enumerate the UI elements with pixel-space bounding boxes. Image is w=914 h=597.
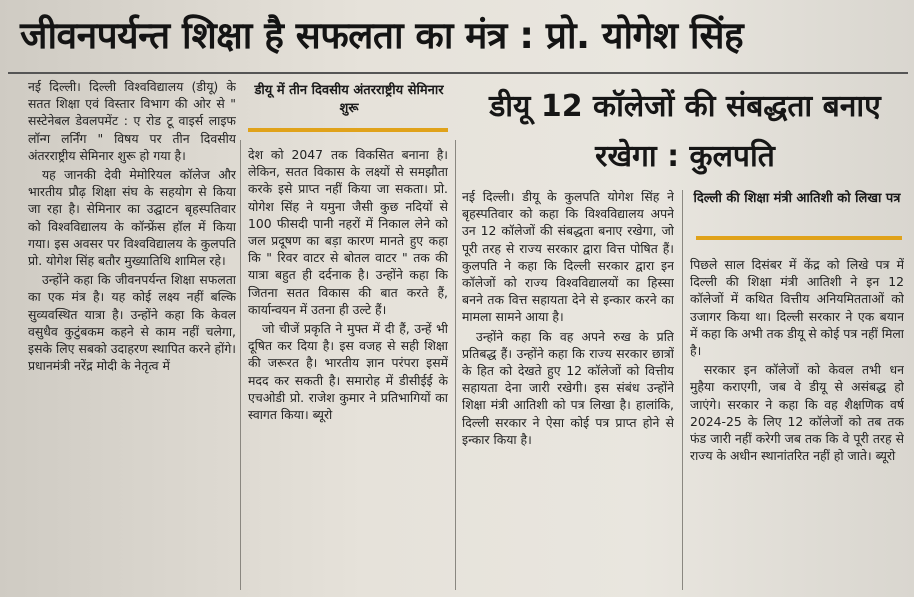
second-headline: डीयू 12 कॉलेजों की संबद्धता बनाए रखेगा : कुलपति xyxy=(489,89,881,174)
paragraph: उन्होंने कहा कि वह अपने रुख के प्रति प्रतिबद्ध हैं। उन्होंने कहा कि राज्य सरकार छात्रों के हित को देखते हुए 12 कॉलेजों को वित्तीय सहायता देना जारी रखेगी। इस संबंध उन्होंने शिक्षा मंत्री आतिशी को पत्र लिखा है। हालांकि, दिल्ली सरकार ने ऐसा कोई पत्र प्राप्त होने से इन्कार किया है। xyxy=(462,328,674,447)
paragraph: नई दिल्ली। दिल्ली विश्वविद्यालय (डीयू) के सतत शिक्षा एवं विस्तार विभाग की ओर से " सस्टेनेबल डेवलपमेंट : ए रोड टू वाइर्स लाइफ लॉन्ग लर्निंग " विषय पर तीन दिवसीय अंतरराष्ट्रीय सेमिनार शुरू हो गया है। xyxy=(28,79,236,163)
column-seminar-continued xyxy=(248,146,448,596)
paragraph: उन्होंने कहा कि जीवनपर्यन्त शिक्षा सफलता का एक मंत्र है। यह कोई लक्ष्य नहीं बल्कि सुव्यवस्थित यात्रा है। उन्होंने कहा कि केवल वसुधैव कुटुंबकम कहने से काम नहीं चलेगा, इसके लिए सबको उदाहरण स्थापित करने होंगे। प्रधानमंत्री नरेंद्र मोदी के नेतृत्व में xyxy=(28,272,236,374)
subheading-underline xyxy=(696,236,902,240)
column-affiliation xyxy=(462,188,674,596)
column-divider xyxy=(682,190,683,590)
paragraph: पिछले साल दिसंबर में केंद्र को लिखे पत्र में दिल्ली की शिक्षा मंत्री आतिशी ने इन 12 कॉलेजों में कथित वित्तीय अनियमितताओं को उजागर किया था। दिल्ली सरकार ने एक बयान में कहा कि अभी तक डीयू से कोई पत्र नहीं मिला है। xyxy=(690,257,904,359)
column-divider xyxy=(240,140,241,590)
paragraph: यह जानकी देवी मेमोरियल कॉलेज और भारतीय प्रौढ़ शिक्षा संघ के सहयोग से किया जा रहा है। सेमिनार का उद्घाटन बृहस्पतिवार को विश्वविद्यालय के कॉन्फ्रेंस हॉल में किया गया। इस अवसर पर विश्वविद्यालय के कुलपति प्रो. योगेश सिंह बतौर मुख्यातिथि शामिल रहे। xyxy=(28,167,236,269)
column-letter xyxy=(690,256,904,596)
paragraph: जो चीजें प्रकृति ने मुफ्त में दी हैं, उन्हें भी दूषित कर दिया है। इस वजह से सही शिक्षा की जरूरत है। भारतीय ज्ञान परंपरा इसमें मदद कर सकती है। समारोह में डीसीईई के एचओडी प्रो. राजेश कुमार ने प्रतिभागियों का स्वागत किया। ब्यूरो xyxy=(248,321,448,423)
paragraph: सरकार इन कॉलेजों को केवल तभी धन मुहैया कराएगी, जब वे डीयू से असंबद्ध हो जाएंगे। सरकार ने कहा कि वह शैक्षणिक वर्ष 2024-25 के लिए 12 कॉलेजों को तब तक फंड जारी नहीं करेगी जब तक कि वे पूरी तरह से राज्य के अधीन स्थानांतरित नहीं हो जाते। ब्यूरो xyxy=(690,362,904,464)
paragraph: देश को 2047 तक विकसित बनाना है। लेकिन, सतत विकास के लक्ष्यों से समझौता करके इसे प्राप्त नहीं किया जा सकता। प्रो. योगेश सिंह ने यमुना जैसी कुछ नदियों से 100 फीसदी पानी नहरों में निकाल लेने को जल प्रदूषण का बड़ा कारण मानते हुए कहा कि " रिवर वाटर से बोतल वाटर " तक की यात्रा बहुत ही दर्दनाक है। उन्होंने कहा कि जितना सतत विकास की बात करते हैं, कार्यान्वयन में उतना ही उल्टे हैं। xyxy=(248,147,448,317)
column-seminar-intro xyxy=(28,78,236,596)
subheading-letter: दिल्ली की शिक्षा मंत्री आतिशी को लिखा पत्र xyxy=(693,191,901,206)
paragraph: नई दिल्ली। डीयू के कुलपति योगेश सिंह ने बृहस्पतिवार को कहा कि विश्वविद्यालय अपने उन 12 कॉलेजों की संबद्धता बनाए रखेगा, जो पूरी तरह से राज्य सरकार द्वारा वित्त पोषित हैं। कुलपति ने कहा कि दिल्ली सरकार द्वारा इन कॉलेजों को राज्य विश्वविद्यालयों का हिस्सा बनने तक वित्त सहायता देने से इन्कार करने का मामला सामने आया है। xyxy=(462,189,674,325)
main-headline: जीवनपर्यन्त शिक्षा है सफलता का मंत्र : प्रो. योगेश सिंह xyxy=(20,14,744,57)
subheading-underline xyxy=(248,128,448,132)
headline-rule xyxy=(8,72,908,74)
subheading-seminar: डीयू में तीन दिवसीय अंतरराष्ट्रीय सेमिनार शुरू xyxy=(254,83,444,116)
column-divider xyxy=(455,140,456,590)
